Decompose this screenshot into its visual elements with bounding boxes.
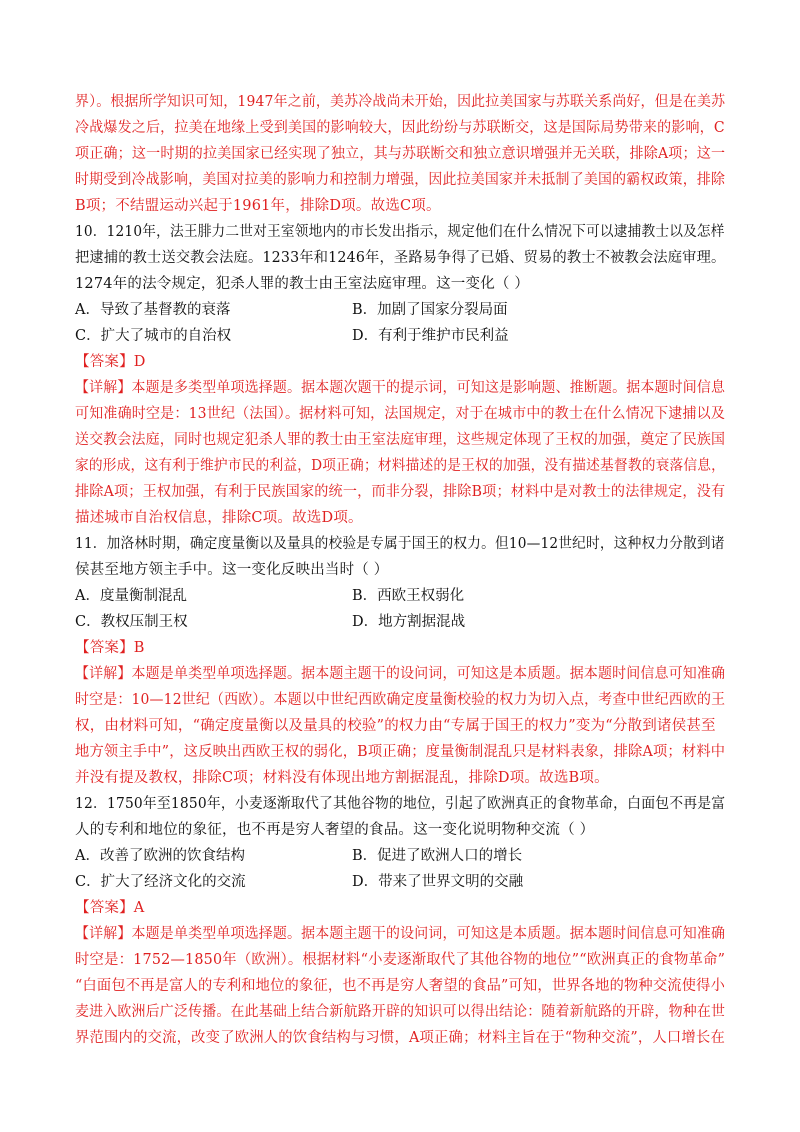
question-10-stem: 10．1210年，法王腓力二世对王室领地内的市长发出指示，规定他们在什么情况下可以逮捕教士以及怎样 (75, 224, 725, 240)
question-10-explanation: 家的形成，这有利于维护市民的利益，D项正确；材料描述的是王权的加强，没有描述基督教的衰落信息， (75, 458, 726, 474)
question-11-explanation: 权，由材料可知，“确定度量衡以及量具的校验”的权力由“专属于国王的权力”变为“分散到诸侯甚至 (75, 718, 716, 734)
question-12-explanation: 【详解】本题是单类型单项选择题。据本题主题干的设问词，可知这是本质题。据本题时间信息可知准确 (75, 926, 726, 942)
question-12-option-b: B．促进了欧洲人口的增长 (352, 848, 523, 864)
question-12-option-c: C．扩大了经济文化的交流 (75, 874, 246, 890)
question-12-answer: 【答案】A (75, 900, 145, 916)
question-10-stem: 把逮捕的教士送交教会法庭。1233年和1246年，圣路易争得了已婚、贸易的教士不被教会法庭审理。 (75, 250, 726, 266)
question-12-explanation: “白面包不再是富人的专利和地位的象征，也不再是穷人奢望的食品”可知，世界各地的物种交流使得小 (75, 978, 726, 994)
question-11-explanation: 【详解】本题是单类型单项选择题。据本题主题干的设问词，可知这是本质题。据本题时间信息可知准确 (75, 666, 726, 682)
question-10-explanation: 排除A项；王权加强，有利于民族国家的统一，而非分裂，排除B项；材料中是对教士的法律规定，没有 (75, 484, 726, 500)
question-11-explanation: 并没有提及教权，排除C项；材料没有体现出地方割据混乱，排除D项。故选B项。 (75, 770, 609, 786)
question-10-explanation: 可知准确时空是：13世纪（法国）。据材料可知，法国规定，对于在城市中的教士在什么情况下逮捕以及 (75, 406, 726, 422)
question-10-option-d: D．有利于维护市民利益 (352, 328, 509, 344)
question-10-answer: 【答案】D (75, 354, 146, 370)
question-11-stem: 11．加洛林时期，确定度量衡以及量具的校验是专属于国王的权力。但10—12世纪时，这种权力分散到诸 (75, 536, 725, 552)
explanation-line: 项正确；这一时期的拉美国家已经实现了独立，其与苏联断交和独立意识增强并无关联，排除A项；这一 (75, 146, 726, 162)
question-11-explanation: 时空是：10—12世纪（西欧）。本题以中世纪西欧确定度量衡校验的权力为切入点，考查中世纪西欧的王 (75, 692, 726, 708)
question-10-option-a: A．导致了基督教的衰落 (75, 302, 231, 318)
question-11-explanation: 地方领主手中”，这反映出西欧王权的弱化，B项正确；度量衡制混乱只是材料表象，排除A项；材料中 (75, 744, 726, 760)
question-12-explanation: 界范围内的交流，改变了欧洲人的饮食结构与习惯，A项正确；材料主旨在于“物种交流”，人口增长在 (75, 1030, 725, 1046)
explanation-line: 冷战爆发之后，拉美在地缘上受到美国的影响较大，因此纷纷与苏联断交，这是国际局势带来的影响，C (75, 120, 725, 136)
explanation-line: B项；不结盟运动兴起于1961年，排除D项。故选C项。 (75, 198, 441, 214)
question-12-option-a: A．改善了欧洲的饮食结构 (75, 848, 245, 864)
question-12-option-d: D．带来了世界文明的交融 (352, 874, 524, 890)
question-11-answer: 【答案】B (75, 640, 145, 656)
question-10-stem: 1274年的法令规定，犯杀人罪的教士由王室法庭审理。这一变化（ ） (75, 276, 530, 292)
question-11-option-c: C．教权压制王权 (75, 614, 188, 630)
question-10-explanation: 描述城市自治权信息，排除C项。故选D项。 (75, 510, 363, 526)
question-10-explanation: 送交教会法庭，同时也规定犯杀人罪的教士由王室法庭审理，这些规定体现了王权的加强，奠定了民族国 (75, 432, 726, 448)
question-11-option-b: B．西欧王权弱化 (352, 588, 465, 604)
question-12-explanation: 时空是：1752—1850年（欧洲）。根据材料“小麦逐渐取代了其他谷物的地位”“欧洲真正的食物革命” (75, 952, 726, 968)
explanation-line: 时期受到冷战影响，美国对拉美的影响力和控制力增强，因此拉美国家并未抵制了美国的霸权政策，排除 (75, 172, 726, 188)
question-11-option-d: D．地方割据混战 (352, 614, 466, 630)
question-12-explanation: 麦进入欧洲后广泛传播。在此基础上结合新航路开辟的知识可以得出结论：随着新航路的开辟，物种在世 (75, 1004, 726, 1020)
question-10-option-c: C．扩大了城市的自治权 (75, 328, 232, 344)
question-12-stem: 12．1750年至1850年，小麦逐渐取代了其他谷物的地位，引起了欧洲真正的食物革命，白面包不再是富 (75, 796, 726, 812)
question-11-option-a: A．度量衡制混乱 (75, 588, 187, 604)
question-10-option-b: B．加剧了国家分裂局面 (352, 302, 508, 318)
question-10-explanation: 【详解】本题是多类型单项选择题。据本题次题干的提示词，可知这是影响题、推断题。据本题时间信息 (75, 380, 726, 396)
question-11-stem: 侯甚至地方领主手中。这一变化反映出当时（ ） (75, 562, 389, 578)
explanation-line: 界）。根据所学知识可知，1947年之前，美苏冷战尚未开始，因此拉美国家与苏联关系尚好，但是在美苏 (75, 94, 726, 110)
question-12-stem: 人的专利和地位的象征，也不再是穷人奢望的食品。这一变化说明物种交流（ ） (75, 822, 595, 838)
